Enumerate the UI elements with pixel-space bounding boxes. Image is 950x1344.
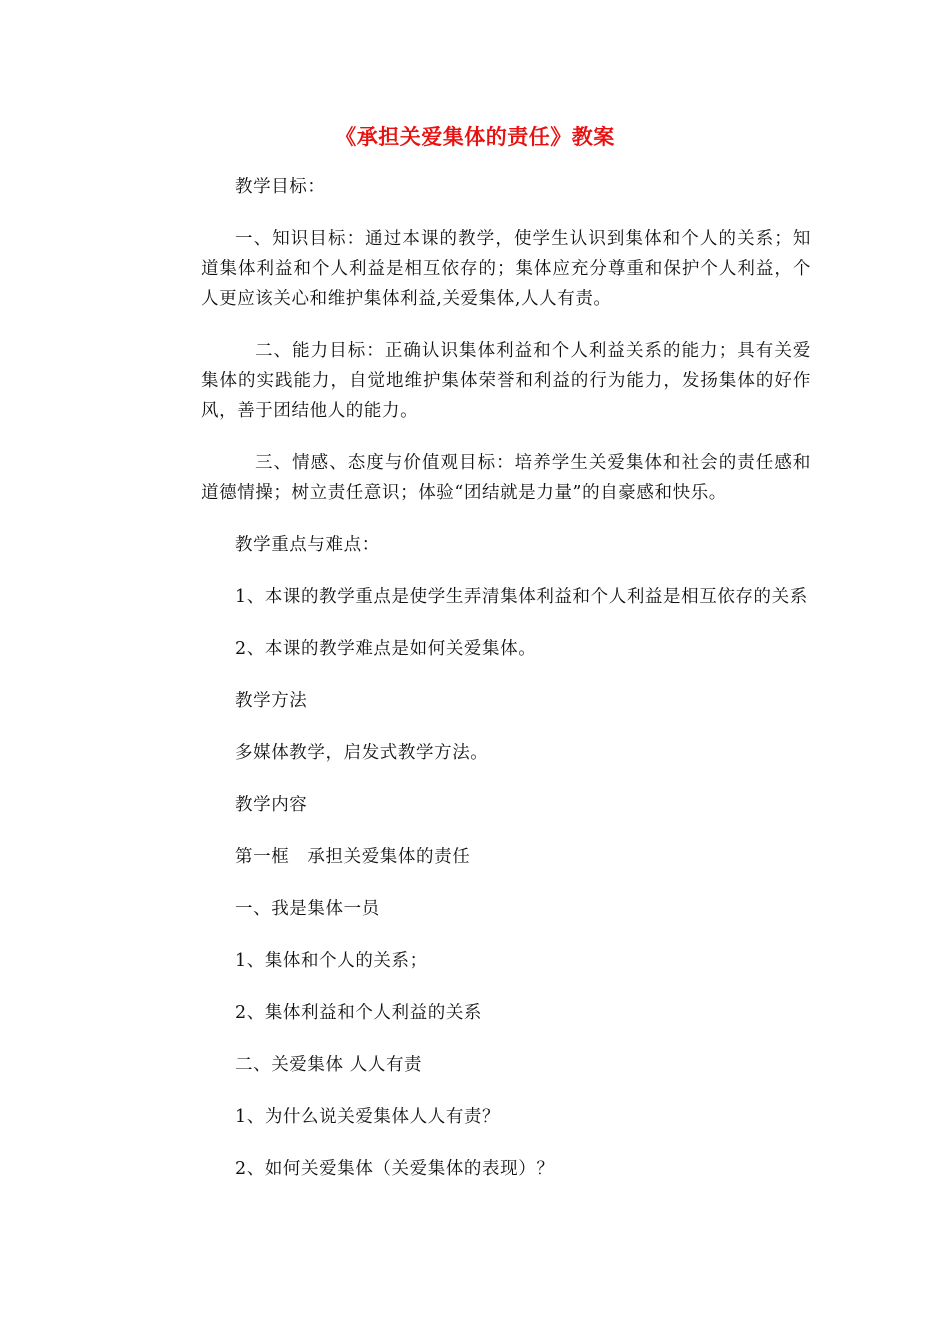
heading-key-points: 教学重点与难点： — [235, 535, 380, 555]
section-subitem-1-1: 1、集体和个人的关系； — [235, 951, 428, 971]
heading-teaching-objectives: 教学目标： — [235, 177, 326, 197]
paragraph-teaching-method: 多媒体教学，启发式教学方法。 — [235, 743, 489, 763]
section-frame-1: 第一框 承担关爱集体的责任 — [235, 847, 471, 867]
section-subitem-2-2: 2、如何关爱集体（关爱集体的表现）？ — [235, 1159, 555, 1179]
document-title: 《承担关爱集体的责任》教案 — [335, 124, 615, 149]
paragraph-key-point-2: 2、本课的教学难点是如何关爱集体。 — [235, 639, 537, 659]
paragraph-emotion-objective: 三、情感、态度与价值观目标：培养学生关爱集体和社会的责任感和道德情操；树立责任意识；体验“团结就是力量”的自豪感和快乐。 — [201, 453, 811, 503]
section-item-2: 二、关爱集体 人人有责 — [235, 1055, 423, 1075]
section-subitem-1-2: 2、集体利益和个人利益的关系 — [235, 1003, 483, 1023]
heading-teaching-content: 教学内容 — [235, 795, 308, 815]
paragraph-ability-objective: 二、能力目标：正确认识集体利益和个人利益关系的能力；具有关爱集体的实践能力，自觉地维护集体荣誉和利益的行为能力，发扬集体的好作风，善于团结他人的能力。 — [201, 341, 811, 421]
heading-teaching-method: 教学方法 — [235, 691, 308, 711]
document-body — [201, 172, 811, 1184]
section-item-1: 一、我是集体一员 — [235, 899, 380, 919]
section-subitem-2-1: 1、为什么说关爱集体人人有责？ — [235, 1107, 501, 1127]
paragraph-knowledge-objective: 一、知识目标：通过本课的教学，使学生认识到集体和个人的关系；知道集体利益和个人利益是相互依存的；集体应充分尊重和保护个人利益，个人更应该关心和维护集体利益,关爱集体,人人有责。 — [201, 229, 811, 309]
paragraph-key-point-1: 1、本课的教学重点是使学生弄清集体利益和个人利益是相互依存的关系 — [235, 587, 808, 607]
